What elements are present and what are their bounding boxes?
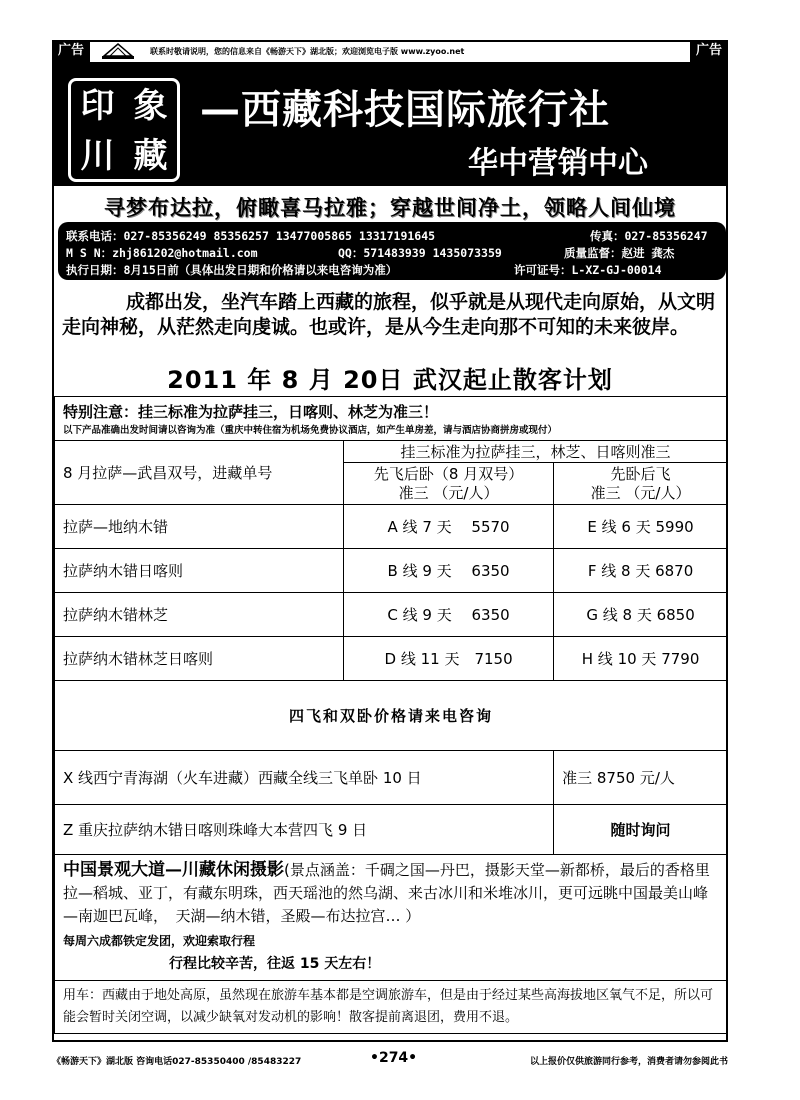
extra-price: 准三 8750 元/人	[554, 751, 728, 805]
col1-sub: 准三 （元/人）	[398, 483, 499, 502]
contact-date: 执行日期：8月15日前（具体出发日期和价格请以来电咨询为准）	[66, 263, 398, 277]
extra-ask: 随时询问	[554, 805, 728, 855]
price-cell: A 线 7 天 5570	[344, 505, 554, 549]
contact-supervisor: 质量监督：赵进 龚杰	[564, 246, 675, 260]
price-cell: B 线 9 天 6350	[344, 549, 554, 593]
ad-tag-right: 广告	[690, 40, 728, 62]
photo-tour-cell	[55, 855, 728, 981]
photo-tour-trip: 行程比较辛苦，往返 15 天左右！	[169, 956, 381, 972]
table-row	[55, 549, 728, 593]
table-row	[55, 505, 728, 549]
photo-tour-title: 中国景观大道—川藏休闲摄影	[63, 860, 284, 880]
seal-char: 象	[133, 86, 168, 126]
ad-tag-left: 广告	[52, 40, 90, 62]
notice-sub: 以下产品准确出发时间请以咨询为准（重庆中转住宿为机场免费协议酒店，如产生单房差，请与酒店协商拼房或现付）	[63, 425, 558, 436]
route-cell: 拉萨纳木错林芝	[55, 593, 344, 637]
col2-header	[554, 463, 728, 505]
standard-header: 挂三标准为拉萨挂三，林芝、日喀则准三	[344, 441, 728, 463]
seal-char: 藏	[133, 136, 168, 176]
intro-paragraph	[62, 290, 724, 340]
contact-license: 许可证号：L-XZ-GJ-00014	[514, 263, 662, 277]
price-cell: H 线 10 天 7790	[554, 637, 728, 681]
contact-msn: M S N：zhj861202@hotmail.com	[66, 246, 258, 260]
intro-text: 成都出发，坐汽车踏上西藏的旅程，似乎就是从现代走向原始，从文明走向神秘，从茫然走向虔诚。也或许，是从今生走向那不可知的未来彼岸。	[62, 291, 716, 338]
contact-qq: QQ：571483939 1435073359	[338, 246, 502, 260]
contact-phone: 联系电话：027-85356249 85356257 13477005865 13317191645	[66, 229, 436, 243]
route-header: 8 月拉萨—武昌双号，进藏单号	[55, 441, 344, 505]
contact-box	[58, 222, 726, 280]
top-notice: 联系时敬请说明，您的信息来自《畅游天下》湖北版；欢迎浏览电子版 www.zyoo.net	[150, 46, 465, 56]
route-cell: 拉萨纳木错林芝日喀则	[55, 637, 344, 681]
marketing-center: 华中营销中心	[468, 146, 648, 181]
slogan: 寻梦布达拉，俯瞰喜马拉雅；穿越世间净土，领略人间仙境	[104, 196, 676, 220]
seal-char: 川	[80, 136, 115, 176]
extra-route: Z 重庆拉萨纳木错日喀则珠峰大本营四飞 9 日	[55, 805, 554, 855]
price-cell: G 线 8 天 6850	[554, 593, 728, 637]
footer-left: 《畅游天下》湖北版 咨询电话027-85350400 /85483227	[52, 1057, 302, 1067]
price-cell: F 线 8 天 6870	[554, 549, 728, 593]
table-row	[55, 593, 728, 637]
seal-char: 印	[80, 86, 115, 126]
col2-title: 先卧后飞	[610, 464, 671, 483]
plan-title: 2011 年 8 月 20日 武汉起止散客计划	[167, 366, 613, 394]
route-cell: 拉萨纳木错日喀则	[55, 549, 344, 593]
magazine-logo-icon	[100, 42, 136, 60]
extra-route: X 线西宁青海湖（火车进藏）西藏全线三飞单卧 10 日	[55, 751, 554, 805]
notice-title: 特别注意：挂三标准为拉萨挂三，日喀则、林芝为准三！	[63, 403, 439, 421]
col2-sub: 准三 （元/人）	[590, 483, 691, 502]
consult-banner: 四飞和双卧价格请来电咨询	[55, 681, 728, 751]
price-cell: E 线 6 天 5990	[554, 505, 728, 549]
col1-title: 先飞后卧（8 月双号）	[373, 464, 524, 483]
photo-tour-desc: (景点涵盖：千碉之国—丹巴，摄影天堂—新都桥，最后的香格里拉—稻城、亚丁，有藏东明珠，西天瑶池的然乌湖、来古冰川和米堆冰川，更可远眺中国最美山峰—南迦巴瓦峰， 天湖—纳木错，圣殿—布达拉宫… ）	[63, 861, 710, 925]
price-table	[54, 396, 728, 1034]
price-cell: C 线 9 天 6350	[344, 593, 554, 637]
vehicle-note: 用车：西藏由于地处高原，虽然现在旅游车基本都是空调旅游车，但是由于经过某些高海拔地区氧气不足，所以可能会暂时关闭空调，以减少缺氧对发动机的影响！散客提前离退团，费用不退。	[55, 981, 728, 1034]
table-row	[55, 751, 728, 805]
col1-header	[344, 463, 554, 505]
agency-name: —西藏科技国际旅行社	[200, 87, 610, 133]
top-bar	[52, 40, 728, 62]
price-cell: D 线 11 天 7150	[344, 637, 554, 681]
logo-seal	[68, 78, 180, 182]
contact-fax: 传真：027-85356247	[590, 229, 708, 243]
route-cell: 拉萨—地纳木错	[55, 505, 344, 549]
footer-right: 以上报价仅供旅游同行参考，消费者请勿参阅此书	[529, 1057, 728, 1067]
table-row	[55, 805, 728, 855]
table-row	[55, 637, 728, 681]
page-number: •274•	[370, 1050, 418, 1066]
notice-cell	[55, 397, 728, 441]
photo-tour-schedule: 每周六成都铁定发团，欢迎索取行程	[63, 934, 256, 948]
